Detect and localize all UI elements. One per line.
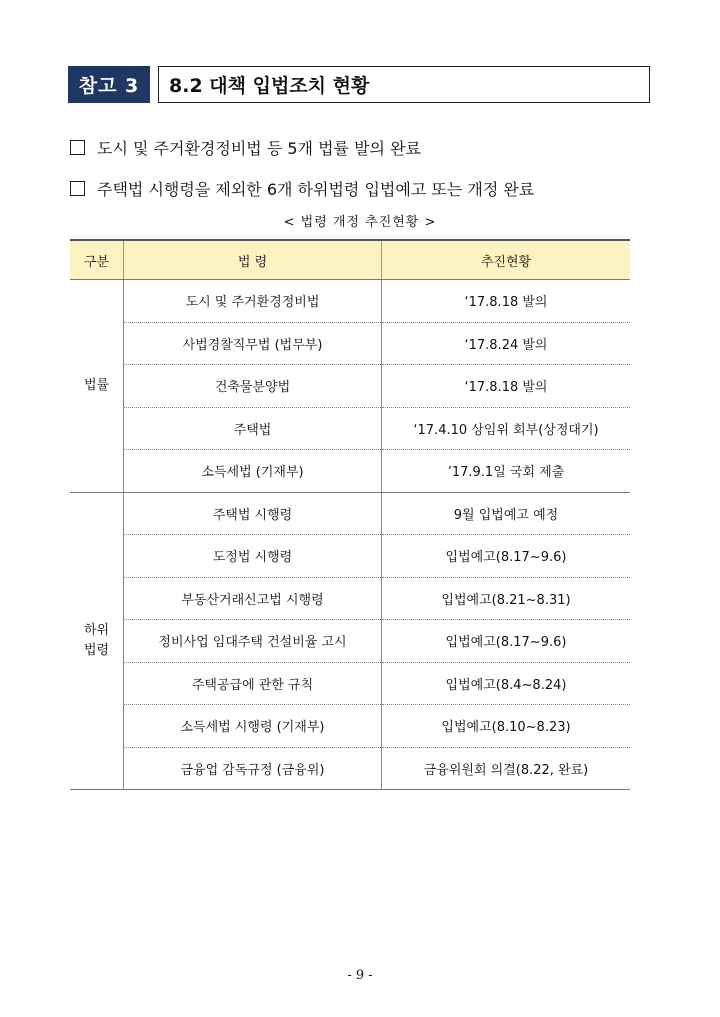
group-label-subordinate <box>70 492 124 790</box>
section-title: 8.2 대책 입법조치 현황 <box>158 66 650 103</box>
law-name: 부동산거래신고법 시행령 <box>124 577 382 620</box>
law-status: 입법예고(8.17~9.6) <box>382 535 631 578</box>
page-number: - 9 - <box>347 968 373 983</box>
bullet-text-2: 주택법 시행령을 제외한 6개 하위법령 입법예고 또는 개정 완료 <box>97 180 535 199</box>
law-name: 주택법 시행령 <box>124 492 382 535</box>
table-row <box>70 662 630 705</box>
law-name: 건축물분양법 <box>124 365 382 408</box>
law-status: ‘17.8.18 발의 <box>382 365 631 408</box>
table-row <box>70 365 630 408</box>
law-status: ’17.9.1일 국회 제출 <box>382 450 631 493</box>
table-row <box>70 492 630 535</box>
law-name: 도시 및 주거환경정비법 <box>124 280 382 323</box>
law-status: 입법예고(8.10~8.23) <box>382 705 631 748</box>
law-status: 입법예고(8.17~9.6) <box>382 620 631 663</box>
reference-tag: 참고 3 <box>68 66 150 103</box>
table-row <box>70 705 630 748</box>
checkbox-square-icon <box>70 181 85 196</box>
law-status: ‘17.8.18 발의 <box>382 280 631 323</box>
table-caption: < 법령 개정 추진현황 > <box>283 215 437 230</box>
group-label-line: 하위 <box>83 622 110 638</box>
law-status: 입법예고(8.4~8.24) <box>382 662 631 705</box>
header-law: 법 령 <box>124 240 382 280</box>
law-name: 금융업 감독규정 (금융위) <box>124 747 382 790</box>
group-label-line: 법령 <box>83 642 110 658</box>
law-status: 금융위원회 의결(8.22, 완료) <box>382 747 631 790</box>
table-row <box>70 322 630 365</box>
section-header <box>68 66 650 103</box>
table-header-row <box>70 240 630 280</box>
bullet-item-2 <box>70 177 534 200</box>
table-row <box>70 450 630 493</box>
header-status: 추진현황 <box>382 240 631 280</box>
law-name: 주택법 <box>124 407 382 450</box>
law-name: 소득세법 시행령 (기재부) <box>124 705 382 748</box>
table-row <box>70 620 630 663</box>
table-row <box>70 535 630 578</box>
law-status-table <box>70 239 630 790</box>
header-category: 구분 <box>70 240 124 280</box>
bullet-item-1 <box>70 136 421 159</box>
law-name: 소득세법 (기재부) <box>124 450 382 493</box>
law-status: ‘17.4.10 상임위 회부(상정대기) <box>382 407 631 450</box>
checkbox-square-icon <box>70 140 85 155</box>
law-status: 입법예고(8.21~8.31) <box>382 577 631 620</box>
law-name: 주택공급에 관한 규칙 <box>124 662 382 705</box>
table-row <box>70 407 630 450</box>
law-status: ‘17.8.24 발의 <box>382 322 631 365</box>
table-row <box>70 280 630 323</box>
table-row <box>70 747 630 790</box>
bullet-text-1: 도시 및 주거환경정비법 등 5개 법률 발의 완료 <box>97 139 421 158</box>
law-name: 도정법 시행령 <box>124 535 382 578</box>
law-name: 정비사업 임대주택 건설비율 고시 <box>124 620 382 663</box>
law-status: 9월 입법예고 예정 <box>382 492 631 535</box>
table-row <box>70 577 630 620</box>
group-label-laws: 법률 <box>70 280 124 493</box>
law-name: 사법경찰직무법 (법무부) <box>124 322 382 365</box>
